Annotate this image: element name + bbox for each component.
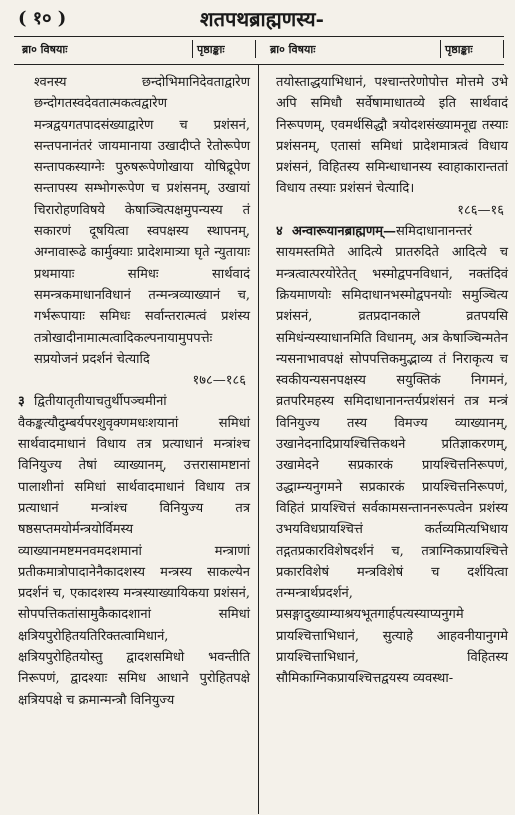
- right-paragraph-1: [276, 72, 508, 221]
- right-paragraph-1-ref: १८६—१६: [457, 202, 504, 218]
- left-paragraph-1-text: श्वनस्य छन्दोभिमानिदेवताद्वारेण छन्दोगतस्वदेवतात्मकत्वद्वारेण मन्त्रद्वयगतपादसंख्याद्वारेण च प्रशंसनं, सन्तपनानंतरं जायमानाया उखादीप्ते रेतोरूपेण सन्तापकस्याग्नेः पुरुषरूपेणोखाया योषिद्रूपेण सन्तापस्य सम्भोगरूपेण च प्रशंसनम्, उखायां चिरारोहणविषये केषाञ्चित्पक्षमुपन्यस्य तं सकारणं दूषयित्वा स्वपक्षस्य स्थापनम्, अग्नावारूढे कार्मुक्याः प्रादेशमात्र्या घृते न्युतायाः प्रथमायाः समिधः सार्थवादं समन्त्रकमाधानविधानं तन्मन्त्रव्याख्यानं च, गर्भरूपायाः समिधः सर्वान्तरात्मत्वं प्रशंस्य तत्रोखादीनामात्मत्वादिकल्पनायामुपपत्तेः सप्रयोजनं प्रदर्शनं चेत्यादि: [34, 75, 250, 367]
- left-paragraph-1-ref: १७८—१८६: [192, 373, 246, 389]
- right-paragraph-2-number: ४: [276, 224, 283, 240]
- right-column: [276, 72, 508, 690]
- left-paragraph-2-text: द्वितीयातृतीयाचतुर्थीपञ्चमीनां वैकङ्कत्यौदुम्बर्यपरशुवृक्णमधःशयानां समिधां सार्थवादमाधानं विधाय तत्र प्रत्याधानं मन्त्रांश्च विनियुज्य तेषां व्याख्यानम्, उत्तरासामष्टानां पालाशीनां समिधां सार्थवादमाधानं विधाय तत्र प्रत्याधानं मन्त्रांश्च विनियुज्य तत्र षष्ठसप्तमयोर्मन्त्रयोर्विमस्य व्याख्यानमष्टमनवमदशमानां मन्त्राणां प्रतीकमात्रोपादानेनैकादशस्य मन्त्रस्य साकल्येन प्रदर्शनं च, एकादशस्य मन्त्रस्याख्यायिकया प्रशंसनं, सोपपत्तिकतांसामुकैकादशानां समिधां क्षत्रियपुरोहितयतिरिक्तत्वामिधानं, क्षत्रियपुरोहितयोस्तु द्वादशसमिधो भवन्तीति निरूपणं, द्वादश्याः समिध आधाने पुरोहितपक्षे क्षत्रियपक्षे च क्रमान्मन्त्रौ विनियुज्य: [18, 394, 250, 708]
- right-page-label-box: [440, 40, 504, 58]
- left-page-label: पृष्ठाङ्काः: [197, 43, 225, 56]
- header-rule: [14, 64, 504, 65]
- top-rule: [14, 36, 504, 37]
- right-page-label: पृष्ठाङ्काः: [445, 43, 473, 56]
- running-title: शतपथब्राह्मणस्य-: [200, 7, 324, 31]
- left-column-label: ब्रा० विषयाः: [22, 43, 68, 56]
- left-paragraph-1: [18, 72, 250, 391]
- page-number: ( १० ): [18, 8, 67, 29]
- left-page-label-box: [192, 40, 256, 58]
- left-paragraph-2: [18, 391, 250, 710]
- right-paragraph-2-text: समिदाधानानन्तरं सायमस्तमिते आदित्ये प्रातरुदिते आदित्ये च मन्त्रत्वात्परयोरेतेत् भस्मोद्वपनविधानं, नक्तंदिवं क्रियमाणयोः समिदाधानभस्मोद्वपनयोः समुञ्चित्य प्रशंसनं, व्रतप्रदानकाले व्रतपयसि समिधंन्यस्याधानमिति विधानम्, अत्र केषाञ्चिन्मतेन न्यसनाभावपक्षं सोपपत्तिकमुद्भाव्य तं निराकृत्य च स्वकीयन्यसनपक्षस्य सयुक्तिकं निगमनं, व्रतपरिमहस्य समिदाधानानन्तर्यप्रशंसनं तत्र मन्त्रं विनियुज्य तस्य विमज्य व्याख्यानम्, उखानेदनादिप्रायश्चित्तिकथने प्रतिज्ञाकरणम्, उखामेदने सप्रकारकं प्रायश्चित्तनिरूपणं, उद्धाम्न्यनुगमने सप्रकारकं प्रायश्चित्तनिरूपणं, विहितं प्रायश्चित्तं सर्वकामसन्ताननरूपत्वेन प्रशंस्य उभयविधप्रायश्चित्तं कर्तव्यमित्यभिधाय तद्गतप्रकारविशेषदर्शनं च, तत्राग्निकप्रायश्चित्ते प्रकारविशेषं मन्त्रविशेषं च दर्शयित्वा तन्मन्त्रार्थप्रदर्शनं, प्रसङ्गादुख्याम्याश्रयभूतगार्हपत्यस्याप्यनुगमे प्रायश्चित्ताभिधानं, सुत्याहे आहवनीयानुगमे प्रायश्चित्ताभिधानं, विहितस्य सौमिकाग्निकप्रायश्चित्तद्वयस्य व्यवस्था-: [276, 224, 508, 687]
- right-paragraph-2: [276, 221, 508, 690]
- left-column: [18, 72, 250, 711]
- column-divider: [258, 64, 259, 814]
- right-paragraph-1-text: तयोस्ताद्धयाभिधानं, पश्चान्तरेणोपोत्त मोत्तमे उभे अपि समिधौ सर्वेषामाधातव्ये इति सार्थवादं निरूपणम्, एवमर्थसिद्धौ त्रयोदशसंख्यामनूद्य तस्याः प्रशंसनम्, एतासां समिधां प्रादेशमात्रत्वं विधाय प्रशंसनं, विहितस्य समिन्धाधानस्य स्वाहाकारान्ततां विधाय तस्याः प्रशंसनं चेत्यादि।: [276, 75, 508, 197]
- right-paragraph-2-heading: अन्वारूयानब्राह्मणम्—: [292, 224, 397, 240]
- right-column-label: ब्रा० विषयाः: [270, 43, 316, 56]
- left-paragraph-2-number: ३: [18, 394, 25, 410]
